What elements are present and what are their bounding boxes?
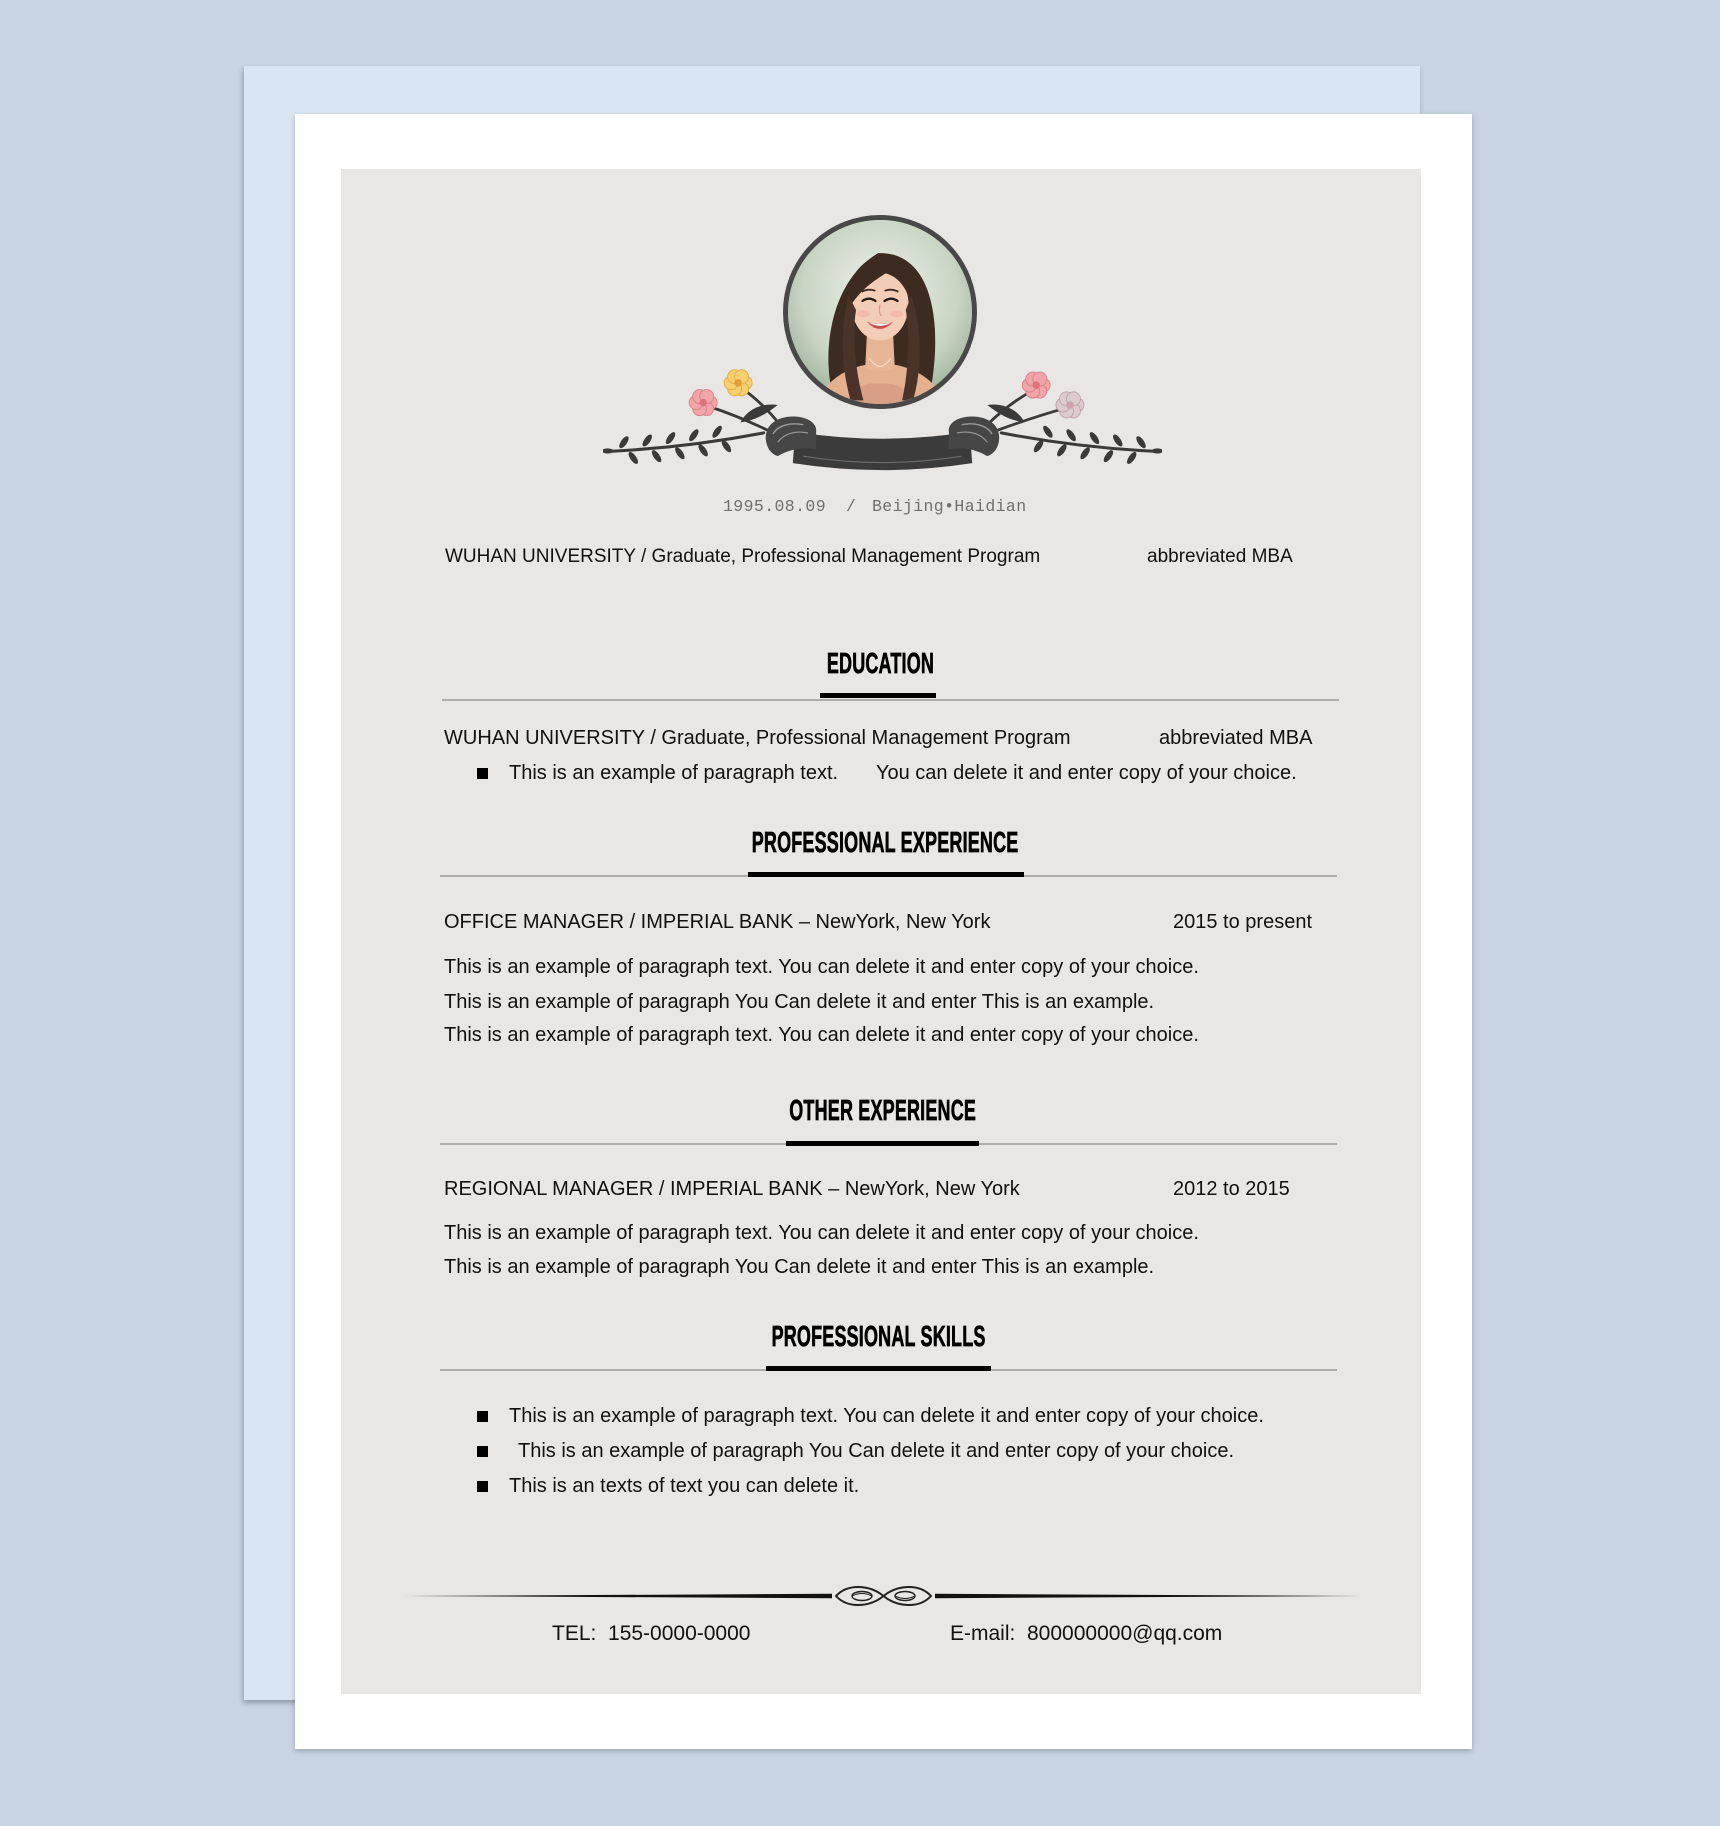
section-title: PROFESSIONAL SKILLS (772, 1321, 986, 1353)
portrait-illustration (788, 220, 972, 404)
heading-underline-bar (820, 693, 936, 698)
professional-experience-heading (345, 827, 1425, 859)
profile-photo (783, 215, 977, 409)
paragraph-line: This is an example of paragraph text. You can delete it and enter copy of your choice. (444, 1222, 1199, 1244)
meta-separator: / (846, 497, 857, 516)
section-title: OTHER EXPERIENCE (789, 1095, 977, 1127)
divider-line-right (935, 1594, 1362, 1598)
square-bullet-icon (477, 1481, 488, 1492)
gray-flower-icon (1056, 392, 1084, 418)
flourish-divider-icon (400, 1580, 1366, 1612)
contact-phone: TEL: 155-0000-0000 (552, 1622, 751, 1645)
square-bullet-icon (477, 1446, 488, 1457)
pink-flower-icon (1022, 372, 1050, 398)
paragraph-line: This is an example of paragraph You Can delete it and enter This is an example. (444, 1256, 1155, 1278)
divider-line-left (404, 1594, 832, 1598)
education-entry-title: WUHAN UNIVERSITY / Graduate, Professional Management Program (444, 727, 1071, 749)
bullet-text-continued: You can delete it and enter copy of your choice. (876, 762, 1297, 784)
paragraph-line: This is an example of paragraph text. You can delete it and enter copy of your choice. (444, 956, 1199, 978)
contact-email: E-mail: 800000000@qq.com (950, 1622, 1223, 1645)
experience-entry-title: OFFICE MANAGER / IMPERIAL BANK – NewYork, New York (444, 911, 991, 933)
headline-degree: abbreviated MBA (1147, 546, 1293, 567)
square-bullet-icon (477, 768, 488, 779)
section-title: EDUCATION (826, 648, 934, 680)
list-item (477, 1474, 1327, 1498)
headline-school-program: WUHAN UNIVERSITY / Graduate, Professional Management Program (445, 546, 1041, 567)
experience-entry-title: REGIONAL MANAGER / IMPERIAL BANK – NewYork, New York (444, 1178, 1020, 1200)
heading-underline-bar (748, 872, 1024, 877)
birth-date: 1995.08.09 (723, 497, 827, 516)
list-item (477, 1439, 1327, 1463)
paragraph-line: This is an example of paragraph text. You can delete it and enter copy of your choice. (444, 1024, 1199, 1046)
paragraph-line: This is an example of paragraph You Can delete it and enter This is an example. (444, 991, 1155, 1013)
experience-entry-dates: 2012 to 2015 (1173, 1178, 1290, 1200)
ribbon-banner-icon (766, 416, 999, 470)
section-rule (442, 699, 1339, 701)
list-item (477, 1404, 1327, 1428)
experience-entry-dates: 2015 to present (1173, 911, 1312, 933)
left-leaf-branch-icon (603, 424, 764, 465)
list-item (477, 761, 1327, 785)
bullet-text: This is an example of paragraph You Can delete it and enter copy of your choice. (518, 1440, 1235, 1462)
heading-underline-bar (766, 1366, 991, 1371)
square-bullet-icon (477, 1411, 488, 1422)
education-heading (340, 648, 1420, 680)
location: Beijing•Haidian (872, 497, 1027, 516)
education-entry-meta: abbreviated MBA (1159, 727, 1313, 749)
professional-skills-heading (339, 1321, 1419, 1353)
bullet-text: This is an example of paragraph text. (509, 762, 839, 784)
bullet-text: This is an texts of text you can delete it. (509, 1475, 860, 1497)
bullet-text: This is an example of paragraph text. You can delete it and enter copy of your choice. (509, 1405, 1264, 1427)
other-experience-heading (343, 1095, 1423, 1127)
section-title: PROFESSIONAL EXPERIENCE (751, 827, 1019, 859)
pink-flower-icon (689, 390, 717, 416)
yellow-flower-icon (724, 370, 752, 396)
heading-underline-bar (786, 1141, 979, 1146)
knot-flourish-icon (836, 1587, 931, 1605)
right-leaf-branch-icon (1001, 424, 1162, 465)
